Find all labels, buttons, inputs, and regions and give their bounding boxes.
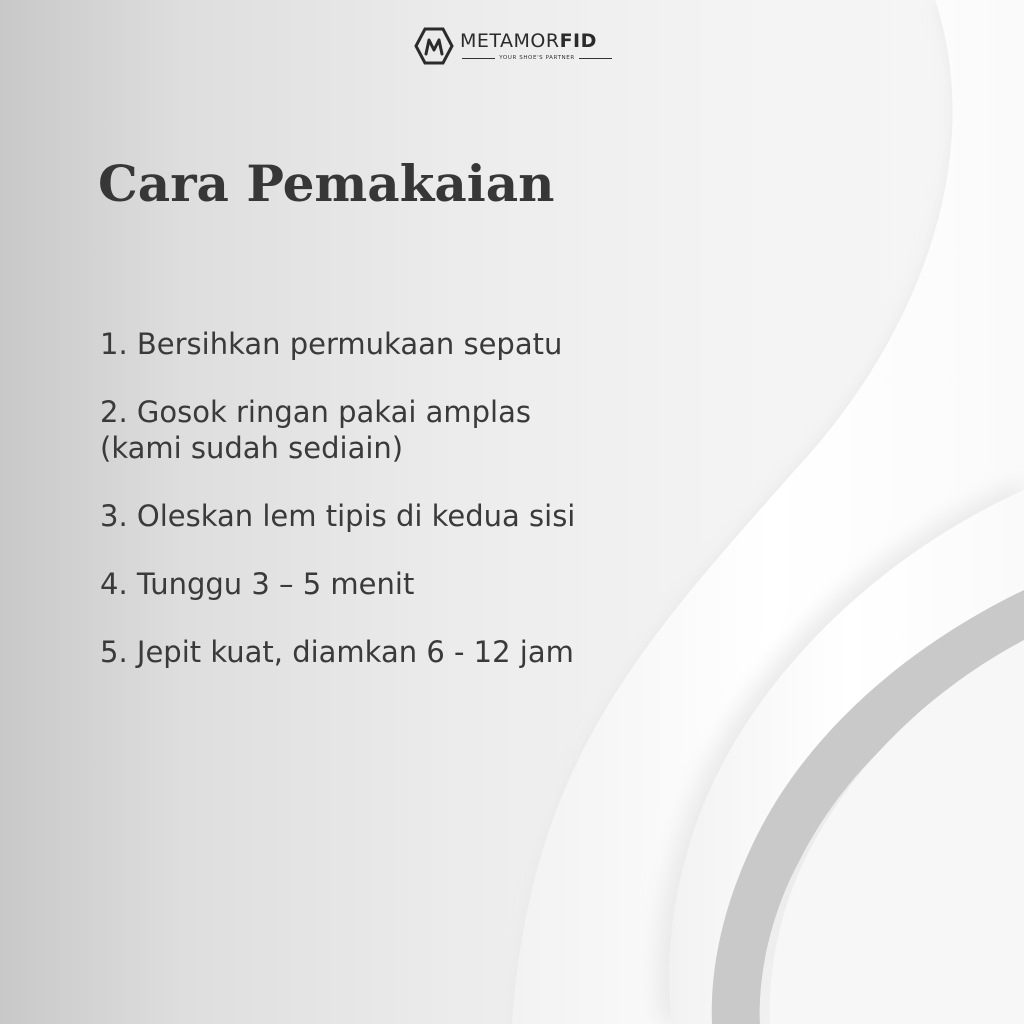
brand-name bbox=[460, 30, 597, 52]
brand-name-bold: FID bbox=[559, 30, 597, 52]
instruction-step-2: 2. Gosok ringan pakai amplas (kami sudah sediain) bbox=[100, 395, 531, 465]
page-title: Cara Pemakaian bbox=[98, 154, 555, 213]
brand-tagline-row bbox=[462, 53, 612, 63]
brand-logo bbox=[414, 24, 614, 68]
instruction-step-5: 5. Jepit kuat, diamkan 6 - 12 jam bbox=[100, 635, 574, 669]
brand-name-light: METAMOR bbox=[460, 30, 560, 52]
brand-tagline: YOUR SHOE'S PARTNER bbox=[499, 55, 575, 61]
instruction-step-4: 4. Tunggu 3 – 5 menit bbox=[100, 567, 415, 601]
tagline-right-rule bbox=[579, 58, 612, 59]
instruction-step-3: 3. Oleskan lem tipis di kedua sisi bbox=[100, 499, 576, 533]
tagline-left-rule bbox=[462, 58, 495, 59]
metamorfid-logo-icon bbox=[414, 26, 454, 66]
instruction-list bbox=[100, 326, 680, 702]
instruction-step-1: 1. Bersihkan permukaan sepatu bbox=[100, 327, 563, 361]
